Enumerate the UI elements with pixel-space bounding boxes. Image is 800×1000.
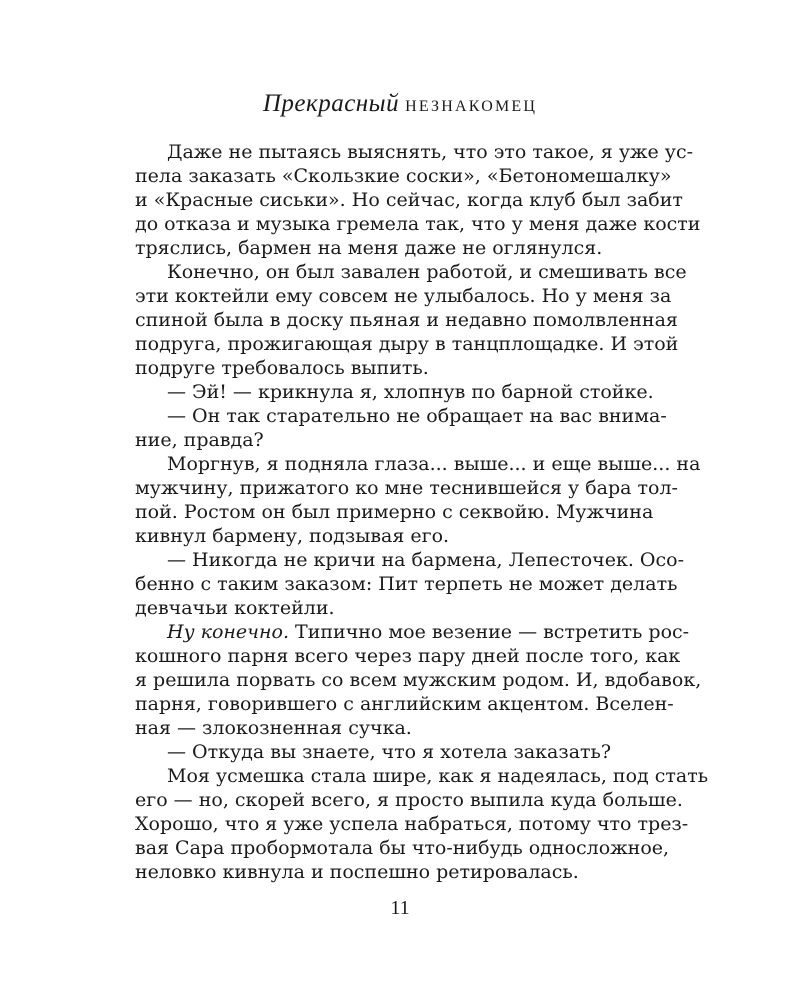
text-line: Моргнув, я подняла глаза... выше... и еще выше... на: [167, 453, 701, 475]
running-head-caps: НЕЗНАКОМЕЦ: [405, 98, 538, 115]
text-line: кошного парня всего через пару дней после того, как: [135, 645, 681, 667]
text-line: [135, 620, 690, 644]
running-head: [0, 90, 800, 118]
text-line: бенно с таким заказом: Пит терпеть не может делать: [135, 573, 678, 595]
text-line: и «Красные сиськи». Но сейчас, когда клуб был забит: [135, 189, 683, 211]
text-line: до отказа и музыка гремела так, что у меня даже кости: [135, 213, 701, 235]
text-line: я решила порвать со всем мужским родом. И, вдобавок,: [135, 669, 702, 691]
text-line: кивнул бармену, подзывая его.: [135, 525, 450, 547]
text-line: подруга, прожигающая дыру в танцплощадке. И этой: [135, 333, 679, 355]
text-run: Типично мое везение — встретить рос-: [289, 621, 690, 643]
text-line: эти коктейли ему совсем не улыбалось. Но у меня за: [135, 285, 672, 307]
text-line: его — но, скорей всего, я просто выпила куда больше.: [135, 789, 683, 811]
text-line: мужчину, прижатого ко мне теснившейся у бара тол-: [135, 477, 678, 499]
page-number: 11: [390, 897, 410, 919]
text-line: пела заказать «Скользкие соски», «Бетономешалку»: [135, 165, 672, 187]
text-line: Даже не пытаясь выяснять, что это такое, я уже ус-: [167, 141, 694, 163]
text-line: — Эй! — крикнула я, хлопнув по барной стойке.: [167, 381, 654, 403]
text-line: Конечно, он был завален работой, и смешивать все: [167, 261, 687, 283]
text-line: Моя усмешка стала шире, как я надеялась, под стать: [167, 765, 709, 787]
text-line: неловко кивнула и поспешно ретировалась.: [135, 861, 579, 883]
text-line: тряслись, бармен на меня даже не оглянулся.: [135, 237, 603, 259]
text-line: Хорошо, что я уже успела набраться, потому что трез-: [135, 813, 689, 835]
text-line: подруге требовалось выпить.: [135, 357, 429, 379]
text-line: — Он так старательно не обращает на вас внима-: [167, 405, 667, 427]
text-line: парня, говорившего с английским акцентом. Вселен-: [135, 693, 674, 715]
text-line: вая Сара пробормотала бы что-нибудь односложное,: [135, 837, 670, 859]
text-line: ная — злокозненная сучка.: [135, 717, 412, 739]
italic-phrase: Ну конечно.: [167, 621, 289, 643]
text-line: спиной была в доску пьяная и недавно помолвленная: [135, 309, 678, 331]
text-line: пой. Ростом он был примерно с секвойю. Мужчина: [135, 501, 654, 523]
text-line: ние, правда?: [135, 429, 264, 451]
text-line: девчачьи коктейли.: [135, 597, 335, 619]
text-line: — Откуда вы знаете, что я хотела заказать?: [167, 741, 612, 763]
running-head-script: Прекрасный: [262, 90, 400, 117]
text-line: — Никогда не кричи на бармена, Лепесточек. Осо-: [167, 549, 685, 571]
body-text: [135, 140, 709, 884]
